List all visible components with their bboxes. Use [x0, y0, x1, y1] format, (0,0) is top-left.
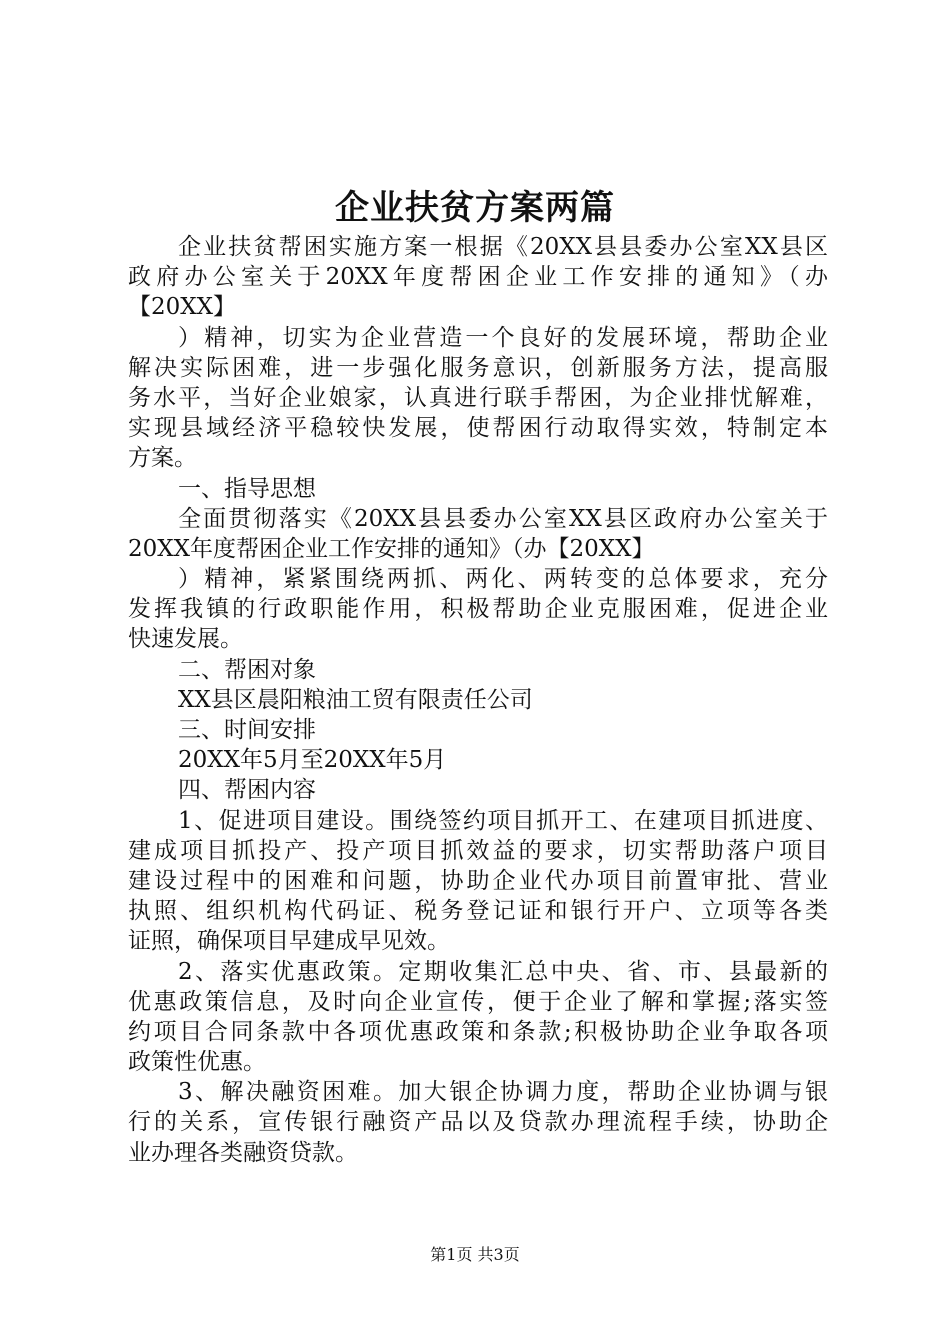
text-line: ）精神，切实为企业营造一个良好的发展环境，帮助企业 [178, 324, 828, 351]
text-line: 3、解决融资困难。加大银企协调力度，帮助企业协调与银 [178, 1079, 828, 1106]
text-line: XX县区晨阳粮油工贸有限责任公司 [178, 686, 533, 713]
text-line: 执照、组织机构代码证、税务登记证和银行开户、立项等各类 [128, 898, 828, 925]
page-number: 第1页 共3页 [430, 1245, 520, 1264]
text-line: 解决实际困难，进一步强化服务意识，创新服务方法，提高服 [128, 354, 828, 381]
document-body [128, 232, 828, 1168]
text-line: 政策性优惠。 [128, 1049, 266, 1076]
text-line: 业办理各类融资贷款。 [128, 1139, 358, 1166]
text-line: 20XX年5月至20XX年5月 [178, 747, 447, 774]
section-heading: 三、时间安排 [178, 717, 316, 743]
text-line: 实现县域经济平稳较快发展，使帮困行动取得实效，特制定本 [128, 415, 828, 442]
text-line: 优惠政策信息，及时向企业宣传，便于企业了解和掌握;落实签 [128, 988, 828, 1015]
text-line: 政府办公室关于20XX年度帮困企业工作安排的通知》（办 [128, 264, 828, 291]
text-line: 1、促进项目建设。围绕签约项目抓开工、在建项目抓进度、 [178, 807, 828, 834]
text-line: 证照，确保项目早建成早见效。 [128, 928, 450, 955]
text-line: 全面贯彻落实《20XX县县委办公室XX县区政府办公室关于 [178, 505, 828, 532]
text-line: 发挥我镇的行政职能作用，积极帮助企业克服困难，促进企业 [128, 596, 828, 623]
text-line: 建设过程中的困难和问题，协助企业代办项目前置审批、营业 [128, 867, 828, 894]
text-line: 约项目合同条款中各项优惠政策和条款;积极协助企业争取各项 [128, 1018, 828, 1045]
text-line: 2、落实优惠政策。定期收集汇总中央、省、市、县最新的 [178, 958, 828, 985]
text-line: 【20XX】 [128, 294, 237, 321]
text-line: 快速发展。 [128, 626, 243, 653]
text-line: 方案。 [128, 445, 197, 472]
section-heading: 一、指导思想 [178, 475, 316, 502]
text-line: 建成项目抓投产、投产项目抓效益的要求，切实帮助落户项目 [128, 837, 828, 864]
text-line: ）精神，紧紧围绕两抓、两化、两转变的总体要求，充分 [178, 566, 828, 593]
text-line: 企业扶贫帮困实施方案一根据《20XX县县委办公室XX县区 [178, 234, 828, 260]
text-line: 务水平，当好企业娘家，认真进行联手帮困，为企业排忧解难， [128, 384, 828, 411]
text-line: 20XX年度帮困企业工作安排的通知》（办【20XX】 [128, 535, 655, 562]
section-heading: 二、帮困对象 [178, 656, 316, 683]
text-line: 行的关系，宣传银行融资产品以及贷款办理流程手续，协助企 [128, 1109, 828, 1136]
document-title: 企业扶贫方案两篇 [335, 188, 615, 228]
section-heading: 四、帮困内容 [178, 777, 316, 804]
